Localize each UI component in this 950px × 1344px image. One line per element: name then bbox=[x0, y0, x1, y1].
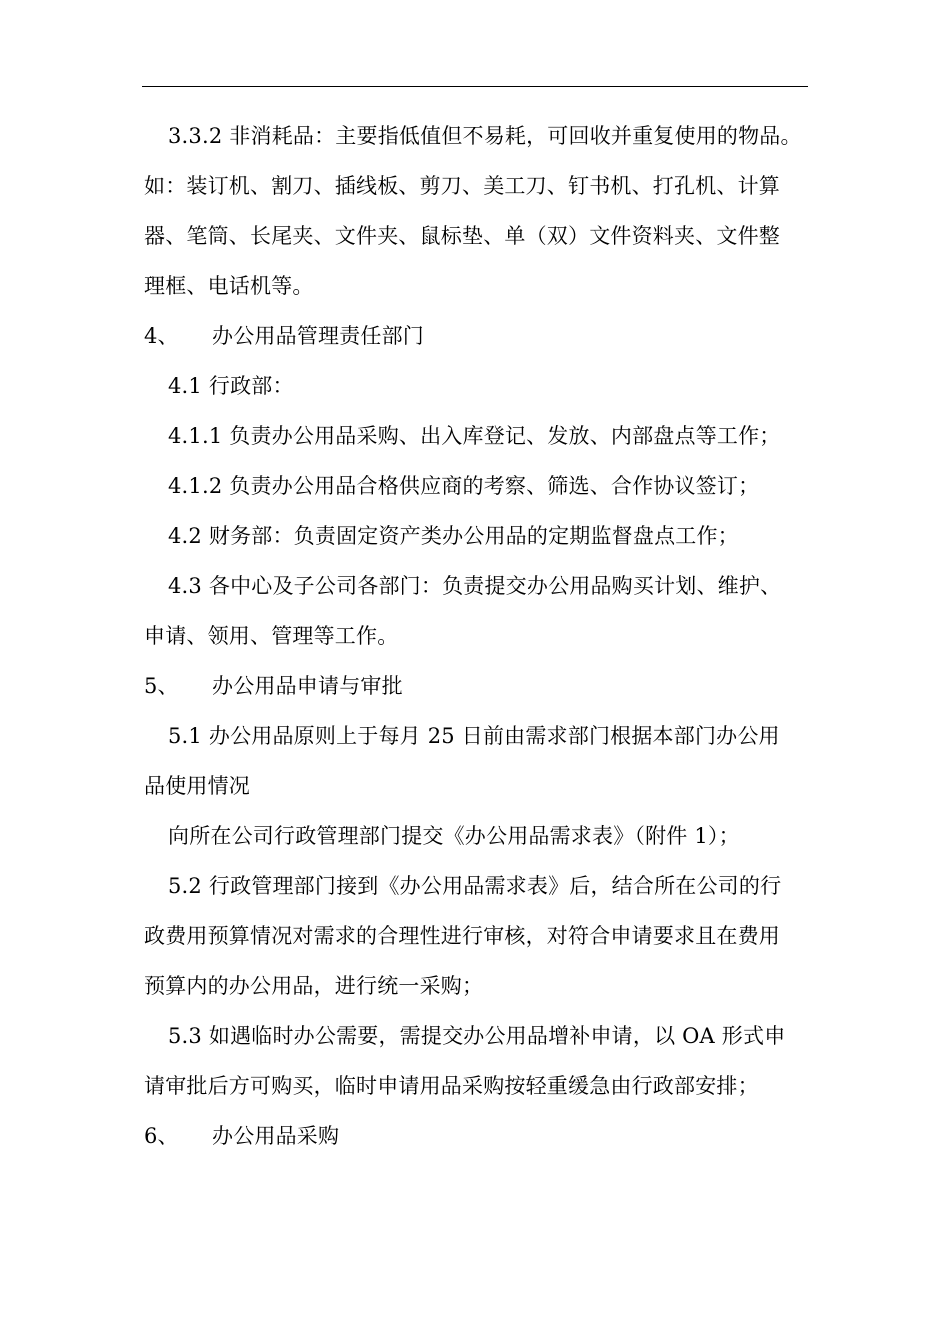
paragraph-line: 4.2 财务部：负责固定资产类办公用品的定期监督盘点工作； bbox=[168, 524, 739, 548]
section-heading-5 bbox=[144, 664, 810, 714]
paragraph-line: 理框、电话机等。 bbox=[144, 274, 314, 298]
paragraph-line: 4.1.2 负责办公用品合格供应商的考察、筛选、合作协议签订； bbox=[168, 474, 760, 498]
section-heading-6 bbox=[144, 1114, 810, 1164]
paragraph-line: 如：装订机、割刀、插线板、剪刀、美工刀、钉书机、打孔机、计算 bbox=[144, 174, 780, 198]
paragraph-line: 5.2 行政管理部门接到《办公用品需求表》后，结合所在公司的行 bbox=[168, 874, 782, 898]
paragraph-line: 5.1 办公用品原则上于每月 25 日前由需求部门根据本部门办公用 bbox=[168, 724, 780, 748]
paragraph-line: 4.1.1 负责办公用品采购、出入库登记、发放、内部盘点等工作； bbox=[168, 424, 781, 448]
paragraph-line: 向所在公司行政管理部门提交《办公用品需求表》（附件 1）； bbox=[168, 824, 740, 848]
paragraph-line: 5.3 如遇临时办公需要，需提交办公用品增补申请，以 OA 形式申 bbox=[168, 1024, 786, 1048]
header-rule bbox=[142, 86, 808, 87]
paragraph-line: 请审批后方可购买，临时申请用品采购按轻重缓急由行政部安排； bbox=[144, 1074, 759, 1098]
paragraph-line: 器、笔筒、长尾夹、文件夹、鼠标垫、单（双）文件资料夹、文件整 bbox=[144, 224, 780, 248]
section-number: 6、 bbox=[144, 1124, 179, 1148]
paragraph-line: 政费用预算情况对需求的合理性进行审核，对符合申请要求且在费用 bbox=[144, 924, 780, 948]
paragraph-line: 4.3 各中心及子公司各部门：负责提交办公用品购买计划、维护、 bbox=[168, 574, 782, 598]
paragraph-line: 4.1 行政部： bbox=[168, 374, 294, 398]
section-title: 办公用品管理责任部门 bbox=[212, 324, 424, 348]
section-number: 5、 bbox=[144, 674, 179, 698]
paragraph-line: 品使用情况 bbox=[144, 774, 250, 798]
section-title: 办公用品采购 bbox=[212, 1124, 340, 1148]
paragraph-line: 申请、领用、管理等工作。 bbox=[144, 624, 399, 648]
section-number: 4、 bbox=[144, 324, 179, 348]
paragraph-line: 3.3.2 非消耗品：主要指低值但不易耗，可回收并重复使用的物品。 bbox=[168, 124, 802, 148]
document-body bbox=[144, 114, 810, 1164]
section-title: 办公用品申请与审批 bbox=[212, 674, 403, 698]
paragraph-line: 预算内的办公用品，进行统一采购； bbox=[144, 974, 484, 998]
section-heading-4 bbox=[144, 314, 810, 364]
